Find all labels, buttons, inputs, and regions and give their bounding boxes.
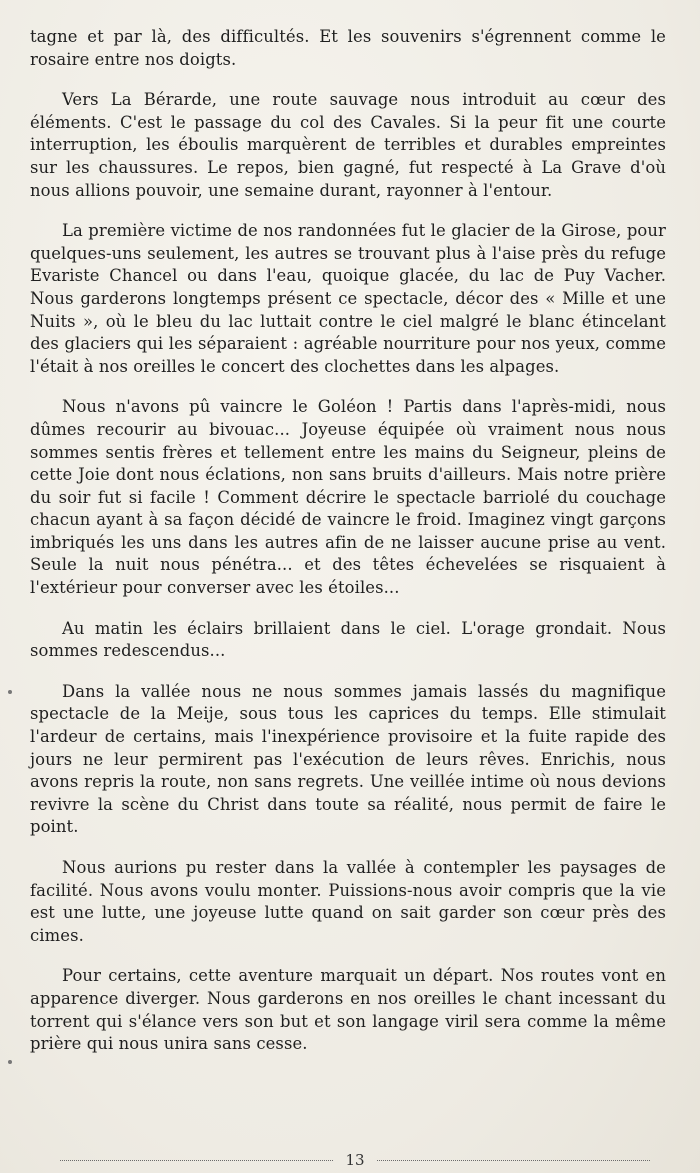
paragraph-la-berarde: Vers La Bérarde, une route sauvage nous introduit au cœur des éléments. C'est le passage du col des Cavales. Si la peur fit une courte interruption, les éboulis marquèrent de terribles et durables empreintes sur les chaussures. Le repos, bien gagné, fut respecté à La Grave d'où nous allions pouvoir, une semaine durant, rayonner à l'entour. xyxy=(30,90,666,200)
paragraph-girose: La première victime de nos randonnées fut le glacier de la Girose, pour quelques-uns seulement, les autres se trouvant plus à l'aise près du refuge Evariste Chancel ou dans l'eau, quoique glacée, du lac de Puy Vacher. Nous garderons longtemps présent ce spectacle, décor des « Mille et une Nuits », où le bleu du lac luttait contre le ciel malgré le blanc étincelant des glaciers qui les séparaient : agréable nourriture pour nos yeux, comme l'était à nos oreilles le concert des clochettes dans les alpages. xyxy=(30,221,666,376)
body-text xyxy=(30,26,666,1074)
paragraph-goleon: Nous n'avons pû vaincre le Goléon ! Partis dans l'après-midi, nous dûmes recourir au bivouac... Joyeuse équipée où vraiment nous nous sommes sentis frères et tellement entre les mains du Seigneur, pleins de cette Joie dont nous éclations, non sans bruits d'ailleurs. Mais notre prière du soir fut si facile ! Comment décrire le spectacle barriolé du couchage chacun ayant à sa façon décidé de vaincre le froid. Imaginez vingt garçons imbriqués les uns dans les autres afin de ne laisser aucune prise au vent. Seule la nuit nous pénétra... et des têtes échevelées se risquaient à l'extérieur pour converser avec les étoiles... xyxy=(30,397,666,598)
paragraph-continuation: tagne et par là, des difficultés. Et les souvenirs s'égrennent comme le rosaire entre nos doigts. xyxy=(30,27,666,69)
margin-speck xyxy=(8,690,12,694)
footer-rule-right xyxy=(377,1160,650,1161)
paragraph-orage: Au matin les éclairs brillaient dans le ciel. L'orage grondait. Nous sommes redescendus... xyxy=(30,618,666,661)
footer-rule-left xyxy=(60,1160,333,1161)
margin-speck xyxy=(8,1060,12,1064)
paragraph-vallee: Nous aurions pu rester dans la vallée à contempler les paysages de facilité. Nous avons voulu monter. Puissions-nous avoir compris que la vie est une lutte, une joyeuse lutte quand on sait garder son cœur près des cimes. xyxy=(30,858,666,945)
paragraph-meije: Dans la vallée nous ne nous sommes jamais lassés du magnifique spectacle de la Meije, sous tous les caprices du temps. Elle stimulait l'ardeur de certains, mais l'inexpérience provisoire et la fuite rapide des jours ne leur permirent pas l'exécution de leurs rêves. Enrichis, nous avons repris la route, non sans regrets. Une veillée intime où nous devions revivre la scène du Christ dans toute sa réalité, nous permit de faire le point. xyxy=(30,681,666,837)
page-number: 13 xyxy=(345,1151,365,1169)
paragraph-depart: Pour certains, cette aventure marquait un départ. Nos routes vont en apparence diverger. Nous garderons en nos oreilles le chant incessant du torrent qui s'élance vers son but et son langage viril sera comme la même prière qui nous unira sans cesse. xyxy=(30,966,666,1054)
page-footer xyxy=(60,1150,650,1170)
